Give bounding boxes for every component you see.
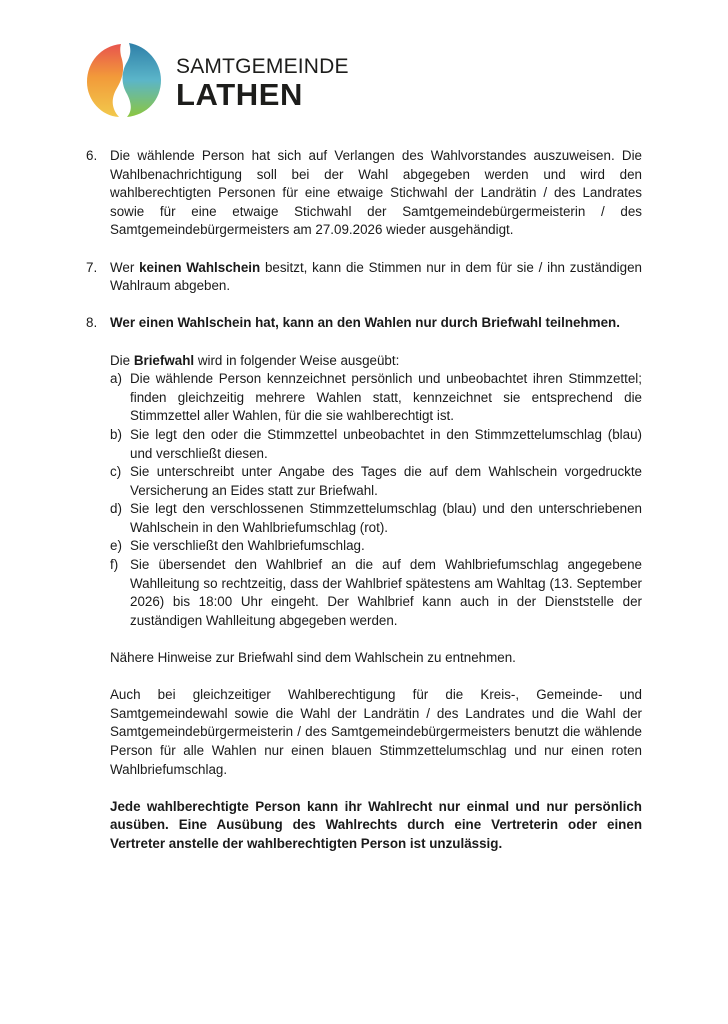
step-text: Sie übersendet den Wahlbrief an die auf dem Wahlbriefumschlag angegebene Wahlleitung so rechtzeitig, dass der Wahlbrief spätestens am Wahltag (13. September 2026) bis 18:00 Uhr eingeht. Der Wahlbrief kann auch in der Dienststelle der zuständigen Wahlleitung abgegeben werden. [130,557,642,628]
item-number: 8. [86,315,98,331]
briefwahl-hint: Nähere Hinweise zur Briefwahl sind dem Wahlschein zu entnehmen. [110,650,516,666]
step-text: Sie verschließt den Wahlbriefumschlag. [130,538,365,554]
item-number: 6. [86,148,98,163]
step-e [110,537,642,556]
step-f [110,556,642,630]
closing-statement: Jede wahlberechtigte Person kann ihr Wahlrecht nur einmal und nur persönlich ausüben. Eine Ausübung des Wahlrechts durch eine Vertreterin oder einen Vertreter anstelle der wahlberechtigten Person ist unzulässig. [110,798,642,851]
step-d [110,500,642,537]
step-c [110,463,642,500]
item-heading: Wer einen Wahlschein hat, kann an den Wahlen nur durch Briefwahl teilnehmen. [110,315,620,331]
logo-text-samtgemeinde: SAMTGEMEINDE [176,55,349,78]
notice-body [86,147,642,854]
item-text-after: besitzt, kann die Stimmen nur in dem für sie / ihn zuständigen Wahlraum abgeben. [110,259,642,294]
item-text: Die wählende Person hat sich auf Verlangen des Wahlvorstandes auszuweisen. Die Wahlbenachrichtigung soll bei der Wahl abgegeben werden und wird den wahlberechtigten Personen für eine etwaige Stichwahl der Landrätin / des Landrates sowie für eine etwaige Stichwahl der Samtgemeindebürgermeisterin / des Samtgemeindebürgermeisters am 27.09.2026 wieder ausgehändigt. [110,148,642,238]
step-text: Die wählende Person kennzeichnet persönlich und unbeobachtet ihren Stimmzettel; finden gleichzeitig mehrere Wahlen statt, kennzeichnet sie entsprechend die Stimmzettel aller Wahlen, für die sie wahlberechtigt ist. [130,371,642,424]
step-letter: d) [110,501,122,517]
logo-text-lathen: LATHEN [176,77,304,112]
step-text: Sie legt den verschlossenen Stimmzettelumschlag (blau) und den unterschriebenen Wahlschein in den Wahlbriefumschlag (rot). [130,501,642,535]
briefwahl-intro: Die Briefwahl wird in folgender Weise ausgeübt: [110,352,400,368]
item-text-bold: keinen Wahlschein [139,259,261,275]
step-letter: b) [110,426,122,442]
list-item-7 [86,259,642,296]
list-item-8 [86,314,642,853]
step-letter: f) [110,557,119,573]
step-b [110,426,642,463]
step-a [110,370,642,426]
list-item-6 [86,147,642,240]
step-letter: a) [110,371,122,387]
step-text: Sie unterschreibt unter Angabe des Tages die auf dem Wahlschein vorgedruckte Versicherung an Eides statt zur Briefwahl. [130,464,642,498]
item-text-before: Wer [110,259,140,275]
step-letter: c) [110,464,122,480]
briefwahl-steps [110,370,642,630]
step-text: Sie legt den oder die Stimmzettel unbeobachtet in den Stimmzettelumschlag (blau) und verschließt diesen. [130,426,642,461]
samtgemeinde-logo [85,42,349,120]
concurrent-elections-note: Auch bei gleichzeitiger Wahlberechtigung für die Kreis-, Gemeinde- und Samtgemeindewahl sowie die Wahl der Landrätin / des Landrates und die Wahl der Samtgemeindebürgermeisterin / des Samtgemeindebürgermeisters benutzt die wählende Person für alle Wahlen nur einen blauen Stimmzettelumschlag und nur einen roten Wahlbriefumschlag. [110,687,642,777]
item-number: 7. [86,259,98,275]
logo-mark-icon [85,42,163,118]
step-letter: e) [110,538,122,554]
briefwahl-term: Briefwahl [133,352,195,368]
